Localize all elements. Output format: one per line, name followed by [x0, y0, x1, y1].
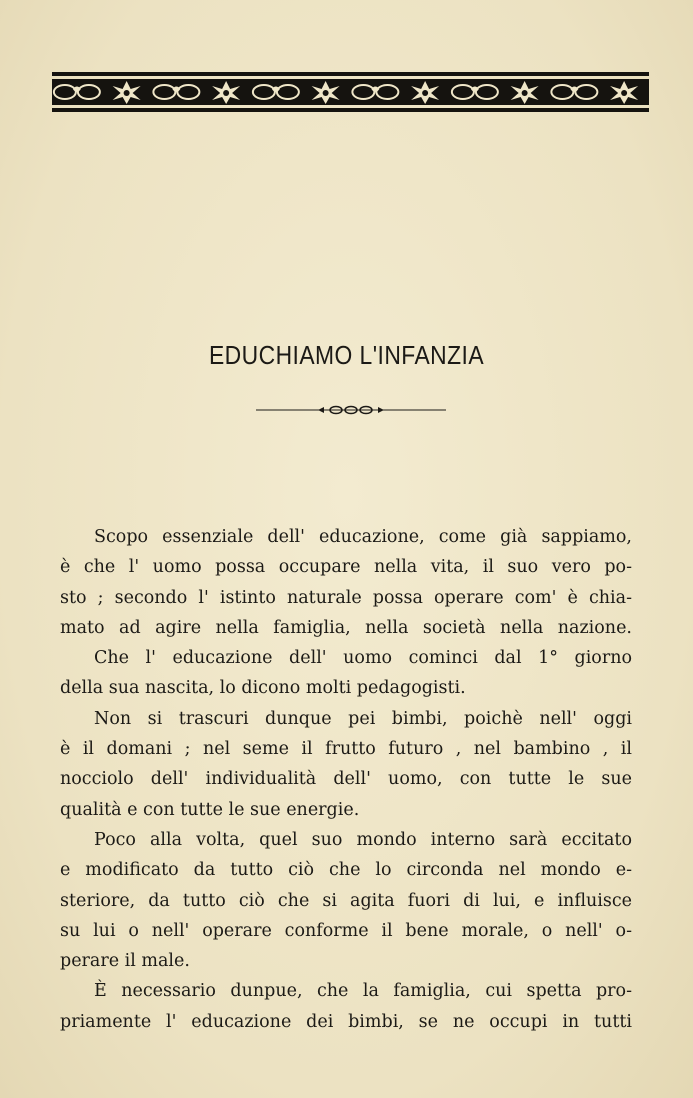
text-line: nocciolo dell' individualità dell' uomo, con tutte le sue	[60, 769, 632, 790]
text-line: È necessario dunpue, che la famiglia, cui spetta pro-	[94, 981, 632, 1002]
text-line: su lui o nell' operare conforme il bene morale, o nell' o-	[60, 920, 632, 941]
text-line: Scopo essenziale dell' educazione, come già sappiamo,	[94, 527, 632, 547]
text-line: è che l' uomo possa occupare nella vita, il suo vero po-	[60, 557, 632, 578]
text-line: priamente l' educazione dei bimbi, se ne occupi in tutti	[60, 1011, 632, 1032]
floral-border-icon	[52, 72, 649, 112]
text-line: sto ; secondo l' istinto naturale possa operare com' è chia-	[60, 587, 632, 608]
text-line: e modificato da tutto ciò che lo circonda nel mondo e-	[60, 860, 632, 881]
title-flourish-icon	[256, 400, 446, 420]
text-line: della sua nascita, lo dicono molti pedagogisti.	[60, 678, 466, 699]
text-line: è il domani ; nel seme il frutto futuro , nel bambino , il	[60, 739, 632, 760]
text-line: perare il male.	[60, 951, 190, 972]
page-title: EDUCHIAMO L'INFANZIA	[208, 340, 485, 370]
text-line: steriore, da tutto ciò che si agita fuori di lui, e influisce	[60, 890, 632, 911]
text-line: qualità e con tutte le sue energie.	[60, 799, 360, 820]
text-line: Poco alla volta, quel suo mondo interno sarà eccitato	[94, 829, 632, 850]
text-line: mato ad agire nella famiglia, nella società nella nazione.	[60, 617, 632, 638]
text-line: Non si trascuri dunque pei bimbi, poichè nell' oggi	[94, 708, 632, 729]
text-line: Che l' educazione dell' uomo cominci dal 1° giorno	[94, 648, 632, 669]
body-text	[60, 522, 632, 1037]
